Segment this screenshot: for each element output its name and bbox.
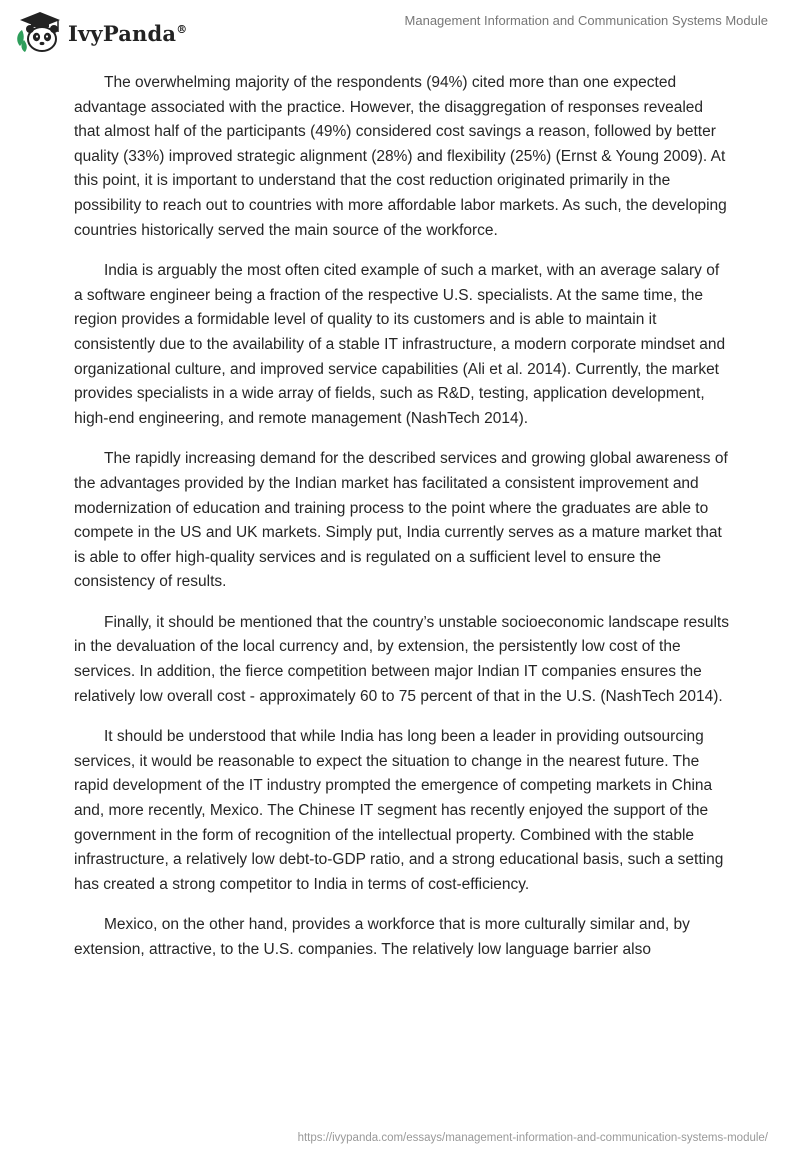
essay-body <box>74 71 730 979</box>
paragraph-4: Finally, it should be mentioned that the country’s unstable socioeconomic landscape results in the devaluation of the local currency and, by extension, the persistently low cost of the services. In addition, the fierce competition between major Indian IT companies ensures the relatively low overall cost - approximately 60 to 75 percent of that in the U.S. (NashTech 2014). <box>74 613 729 705</box>
paragraph-1: The overwhelming majority of the respondents (94%) cited more than one expected advantage associated with the practice. However, the disaggregation of responses revealed that almost half of the participants (49%) considered cost savings a reason, followed by better quality (33%) improved strategic alignment (28%) and flexibility (25%) (Ernst & Young 2009). At this point, it is important to understand that the cost reduction originated primarily in the possibility to reach out to countries with more affordable labor markets. As such, the developing countries historically served the main source of the workforce. <box>74 74 727 239</box>
registered-mark: ® <box>176 22 188 36</box>
document-title: Management Information and Communication Systems Module <box>404 13 768 28</box>
paragraph-5: It should be understood that while India has long been a leader in providing outsourcing services, it would be reasonable to expect the situation to change in the nearest future. The rapid development of the IT industry prompted the emergence of competing markets in China and, more recently, Mexico. The Chinese IT segment has recently enjoyed the support of the government in the form of recognition of the intellectual property. Combined with the stable infrastructure, a relatively low debt-to-GDP ratio, and a strong educational basis, such a setting has created a strong competitor to India in terms of cost-efficiency. <box>74 728 724 893</box>
page-header <box>0 0 800 60</box>
paragraph-3: The rapidly increasing demand for the described services and growing global awareness of the advantages provided by the Indian market has facilitated a consistent improvement and modernization of education and training process to the point where the graduates are able to compete in the US and UK markets. Simply put, India currently serves as a mature market that is able to offer high-quality services and is regulated on a sufficient level to ensure the consistency of results. <box>74 450 728 591</box>
brand-name: IvyPanda® <box>68 20 188 46</box>
paragraph-6: Mexico, on the other hand, provides a workforce that is more culturally similar and, by extension, attractive, to the U.S. companies. The relatively low language barrier also <box>74 916 690 958</box>
ivypanda-logo[interactable] <box>14 10 187 54</box>
source-url[interactable]: https://ivypanda.com/essays/management-information-and-communication-systems-module/ <box>297 1132 768 1144</box>
paragraph-2: India is arguably the most often cited example of such a market, with an average salary of a software engineer being a fraction of the respective U.S. specialists. At the same time, the region provides a formidable level of quality to its customers and is able to maintain it consistently due to the availability of a stable IT infrastructure, a modern corporate mindset and organizational culture, and improved service capabilities (Ali et al. 2014). Currently, the market provides specialists in a wide array of fields, such as R&D, testing, application development, high-end engineering, and remote management (NashTech 2014). <box>74 262 726 427</box>
panda-graduate-icon <box>14 10 66 54</box>
